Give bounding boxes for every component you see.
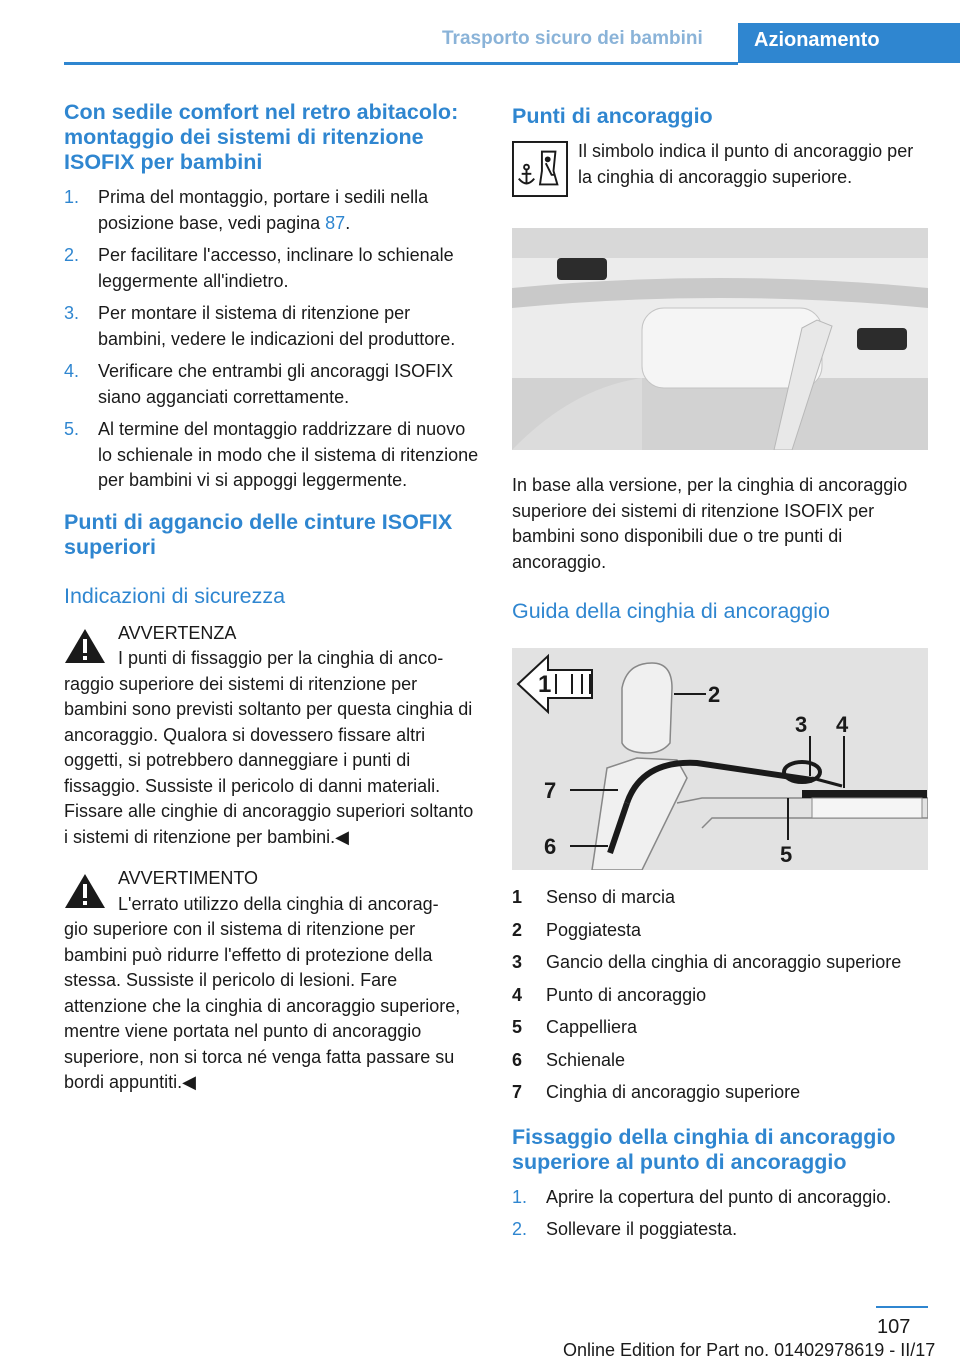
diagram-legend xyxy=(512,885,901,1113)
table-row xyxy=(512,1015,901,1048)
diagram-label-5: 5 xyxy=(780,842,793,867)
page-number: 107 xyxy=(877,1316,911,1338)
step-text: Al termine del montaggio raddrizzare di nuovo lo schienale in modo che il sistema di ritenzione per bambini vi si appoggi leggermente. xyxy=(98,419,479,490)
legend-number: 2 xyxy=(512,919,523,940)
legend-number: 3 xyxy=(512,952,523,972)
list-item xyxy=(512,1185,928,1211)
step-number: 2. xyxy=(512,1219,528,1239)
table-row xyxy=(512,983,901,1016)
diagram-label-2: 2 xyxy=(708,682,721,707)
header-section-title: Trasporto sicuro dei bambini xyxy=(442,28,703,49)
legend-text: Punto di ancoraggio xyxy=(546,984,707,1005)
footer-edition: Online Edition for Part no. 01402978619 - II/17 xyxy=(563,1340,936,1360)
heading-isofix-mounting: Con sedile comfort nel retro abitacolo: montaggio dei sistemi di ritenzione ISOFIX per bambini xyxy=(64,100,459,174)
heading-fastening-strap: Fissaggio della cinghia di ancoraggio superiore al punto di ancoraggio xyxy=(512,1124,896,1174)
strap-routing-diagram xyxy=(512,648,928,870)
warning-text-first: I punti di fissaggio per la cinghia di anco- xyxy=(118,648,444,668)
legend-text: Poggiatesta xyxy=(546,919,642,940)
list-item xyxy=(64,185,480,236)
list-item xyxy=(64,243,480,294)
legend-text: Schienale xyxy=(546,1049,626,1070)
anchor-symbol-text: Il simbolo indica il punto di ancoraggio per la cinghia di ancoraggio superiore. xyxy=(578,141,914,187)
step-number: 2. xyxy=(64,245,80,265)
left-column xyxy=(64,100,480,1096)
footer-rule xyxy=(876,1306,928,1308)
anchor-symbol-icon xyxy=(512,141,568,197)
legend-text: Cappelliera xyxy=(546,1017,638,1037)
diagram-label-3: 3 xyxy=(795,712,808,737)
legend-text: Senso di marcia xyxy=(546,887,676,907)
diagram-label-4: 4 xyxy=(836,712,849,737)
legend-number: 6 xyxy=(512,1049,523,1070)
heading-strap-routing: Guida della cinghia di ancoraggio xyxy=(512,599,830,623)
legend-text: Gancio della cinghia di ancoraggio superiore xyxy=(546,952,902,972)
step-number: 4. xyxy=(64,361,80,381)
step-text: Prima del montaggio, portare i sedili nella posizione base, vedi pagina xyxy=(98,187,429,233)
warning-text: gio superiore con il sistema di ritenzione per bambini può ridurre l'effetto di protezione della stessa. Sussiste il pericolo di lesioni. Fare attenzione che la cinghia di ancoraggio superiore, mentre viene portata nel punto di ancoraggio superiore, non si torca né venga fatta passare su bordi appuntiti.◀ xyxy=(64,919,461,1092)
heading-anchor-points: Punti di ancoraggio xyxy=(512,104,713,128)
legend-text: Cinghia di ancoraggio superiore xyxy=(546,1082,801,1102)
step-text: Sollevare il poggiatesta. xyxy=(546,1219,738,1239)
right-column xyxy=(512,104,928,1250)
table-row xyxy=(512,885,901,918)
step-text: Aprire la copertura del punto di ancoraggio. xyxy=(546,1186,892,1207)
step-text: Verificare che entrambi gli ancoraggi ISOFIX siano agganciati correttamente. xyxy=(98,361,454,407)
legend-number: 1 xyxy=(512,887,523,907)
list-item xyxy=(64,359,480,410)
diagram-label-7: 7 xyxy=(544,778,557,803)
warning-box-2 xyxy=(64,866,480,1096)
warning-icon xyxy=(64,627,106,665)
table-row xyxy=(512,918,901,951)
legend-number: 7 xyxy=(512,1082,523,1102)
step-text-end: . xyxy=(345,212,351,233)
mounting-steps xyxy=(64,185,480,494)
step-number: 3. xyxy=(64,303,80,323)
warning-title: AVVERTIMENTO xyxy=(118,868,259,888)
diagram-label-1: 1 xyxy=(538,671,552,698)
legend-number: 5 xyxy=(512,1017,523,1037)
step-number: 1. xyxy=(64,187,80,207)
warning-text: raggio superiore dei sistemi di ritenzione per bambini sono previsti soltanto per questa cinghia di ancoraggio. Qualora si dovessero fissare altri oggetti, si potrebbero danneggiare i punti di fissaggio. Sussiste il pericolo di danni materiali. Fissare alle cinghie di ancoraggio superiori soltanto i sistemi di ritenzione per bambini.◀ xyxy=(64,673,474,847)
header-chapter-tab: Azionamento xyxy=(738,23,960,63)
step-number: 5. xyxy=(64,419,80,439)
table-row xyxy=(512,950,901,983)
anchor-symbol-row xyxy=(512,139,928,201)
step-number: 1. xyxy=(512,1186,528,1207)
list-item xyxy=(64,301,480,352)
step-text: Per montare il sistema di ritenzione per bambini, vedere le indicazioni del produttore. xyxy=(98,303,456,349)
step-text: Per facilitare l'accesso, inclinare lo schienale leggermente all'indietro. xyxy=(98,245,454,291)
list-item xyxy=(512,1217,928,1243)
warning-icon xyxy=(64,872,106,910)
header-rule xyxy=(64,62,738,65)
table-row xyxy=(512,1048,901,1081)
warning-title: AVVERTENZA xyxy=(118,622,237,643)
heading-upper-anchor-points: Punti di aggancio delle cinture ISOFIX superiori xyxy=(64,509,453,559)
warning-box-1 xyxy=(64,621,480,851)
fastening-steps xyxy=(512,1185,928,1243)
page-link[interactable]: 87 xyxy=(325,212,346,233)
warning-text-first: L'errato utilizzo della cinghia di ancorag- xyxy=(118,893,439,914)
rear-shelf-photo xyxy=(512,228,928,450)
availability-text: In base alla versione, per la cinghia di ancoraggio superiore dei sistemi di ritenzione ISOFIX per bambini sono disponibili due o tre punti di ancoraggio. xyxy=(512,475,908,572)
table-row xyxy=(512,1080,901,1113)
list-item xyxy=(64,417,480,494)
diagram-label-6: 6 xyxy=(544,834,557,859)
heading-safety-notes: Indicazioni di sicurezza xyxy=(64,583,286,608)
legend-number: 4 xyxy=(512,984,523,1005)
